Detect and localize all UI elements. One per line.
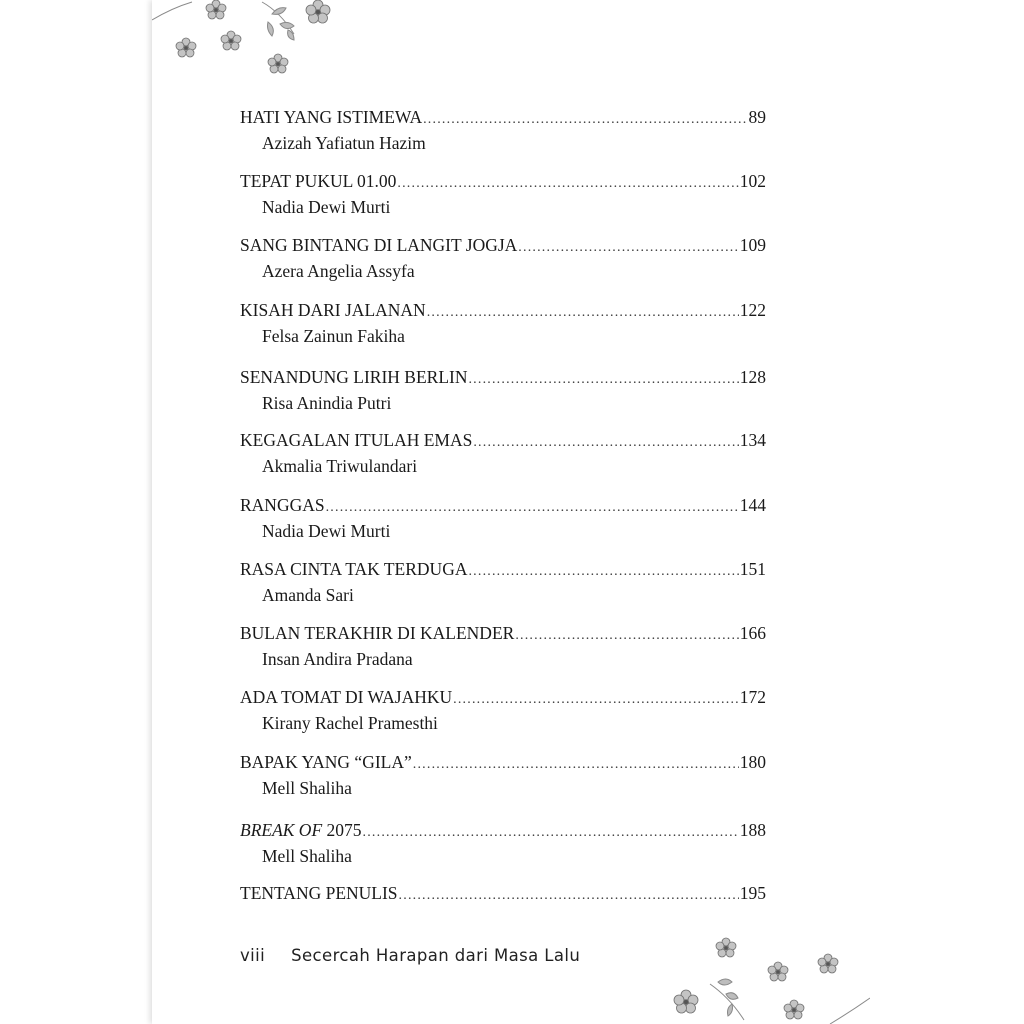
dot-leader: [427, 302, 739, 324]
toc-author: Azera Angelia Assyfa: [262, 261, 415, 281]
toc-entry[interactable]: [240, 819, 766, 867]
toc-entry[interactable]: [240, 622, 766, 670]
toc-title: TENTANG PENULIS: [240, 883, 398, 903]
dot-leader: [399, 885, 739, 907]
toc-author: Felsa Zainun Fakiha: [262, 326, 405, 346]
toc-title: [240, 819, 362, 841]
toc-page-number: 89: [748, 107, 766, 127]
toc-entry[interactable]: [240, 106, 766, 154]
toc-entry[interactable]: [240, 234, 766, 282]
flower-cluster-top-left-icon: [152, 0, 352, 90]
toc-entry[interactable]: [240, 686, 766, 734]
toc-entry[interactable]: [240, 170, 766, 218]
dot-leader: [423, 109, 747, 131]
toc-author: Risa Anindia Putri: [262, 393, 392, 413]
toc-author: Kirany Rachel Pramesthi: [262, 713, 438, 733]
toc-entry[interactable]: [240, 558, 766, 606]
toc-page-number: 102: [739, 171, 766, 191]
toc-page-number: 128: [739, 367, 766, 387]
toc-entry[interactable]: [240, 299, 766, 347]
toc-page-number: 134: [739, 430, 766, 450]
flower-icon: [674, 938, 838, 1019]
toc-title: RASA CINTA TAK TERDUGA: [240, 559, 468, 579]
dot-leader: [453, 689, 739, 711]
toc-author: Amanda Sari: [262, 585, 354, 605]
toc-title-italic: BREAK OF: [240, 820, 323, 840]
toc-author: Nadia Dewi Murti: [262, 197, 391, 217]
toc-page-number: 188: [739, 820, 766, 840]
toc-title: HATI YANG ISTIMEWA: [240, 107, 423, 127]
footer-book-title: Secercah Harapan dari Masa Lalu: [291, 946, 581, 965]
toc-title: BAPAK YANG “GILA”: [240, 752, 412, 772]
dot-leader: [363, 822, 739, 844]
toc-author: Nadia Dewi Murti: [262, 521, 391, 541]
toc-author: Mell Shaliha: [262, 846, 352, 866]
page-footer: [240, 946, 580, 965]
toc-page-number: 109: [739, 235, 766, 255]
toc-page-number: 180: [739, 752, 766, 772]
flower-icon: [176, 0, 330, 73]
toc-page-number: 172: [739, 687, 766, 707]
toc-title: SENANDUNG LIRIH BERLIN: [240, 367, 468, 387]
toc-entry[interactable]: [240, 494, 766, 542]
toc-title-rest: 2075: [322, 820, 362, 840]
toc-title: KISAH DARI JALANAN: [240, 300, 426, 320]
toc-page-number: 151: [739, 559, 766, 579]
toc-author: Akmalia Triwulandari: [262, 456, 418, 476]
page-margin-right: [870, 0, 1024, 1024]
toc-title: BULAN TERAKHIR DI KALENDER: [240, 623, 515, 643]
toc-author: Insan Andira Pradana: [262, 649, 413, 669]
toc-title: ADA TOMAT DI WAJAHKU: [240, 687, 453, 707]
toc-entry[interactable]: [240, 751, 766, 799]
dot-leader: [468, 369, 738, 391]
dot-leader: [518, 237, 738, 259]
toc-page-number: 195: [739, 883, 766, 903]
dot-leader: [473, 432, 738, 454]
toc-page-number: 144: [739, 495, 766, 515]
dot-leader: [515, 625, 738, 647]
toc-entry[interactable]: [240, 366, 766, 414]
toc-title: SANG BINTANG DI LANGIT JOGJA: [240, 235, 518, 255]
footer-page-number: viii: [240, 946, 266, 965]
toc-author: Mell Shaliha: [262, 778, 352, 798]
toc-title: KEGAGALAN ITULAH EMAS: [240, 430, 473, 450]
toc-author: Azizah Yafiatun Hazim: [262, 133, 426, 153]
flower-cluster-bottom-right-icon: [670, 924, 870, 1024]
dot-leader: [397, 173, 738, 195]
toc-title: TEPAT PUKUL 01.00: [240, 171, 397, 191]
dot-leader: [468, 561, 738, 583]
toc-title: RANGGAS: [240, 495, 325, 515]
toc-entry[interactable]: [240, 429, 766, 477]
toc-page-number: 122: [739, 300, 766, 320]
dot-leader: [326, 497, 739, 519]
toc-entry[interactable]: [240, 882, 766, 907]
toc-page-number: 166: [739, 623, 766, 643]
dot-leader: [413, 754, 739, 776]
